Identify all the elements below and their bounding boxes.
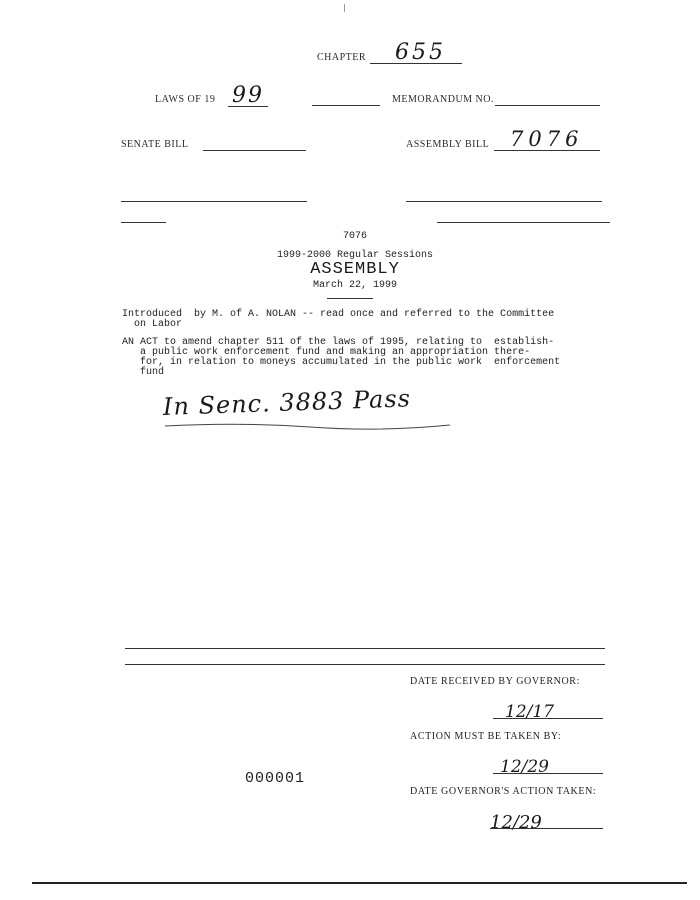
chapter-number: 655 bbox=[395, 40, 446, 65]
lower-rule-1 bbox=[125, 648, 605, 649]
act-line-1: AN ACT to amend chapter 511 of the laws of 1995, relating to establish- bbox=[122, 337, 555, 348]
assembly-bill-label: ASSEMBLY BILL bbox=[406, 139, 490, 150]
date-received-value: 12/17 bbox=[505, 702, 554, 722]
introduced-paragraph bbox=[122, 310, 554, 330]
memorandum-label: MEMORANDUM NO. bbox=[392, 94, 495, 105]
handwritten-senate-note: In Senc. 3883 Pass bbox=[162, 384, 412, 421]
act-line-2: a public work enforcement fund and making an appropriation there- bbox=[122, 347, 531, 358]
introduced-line-1: Introduced by M. of A. NOLAN -- read once and referred to the Committee bbox=[122, 309, 555, 320]
action-by-label: ACTION MUST BE TAKEN BY: bbox=[410, 731, 562, 742]
page-number: 000001 bbox=[245, 770, 306, 787]
senate-bill-label: SENATE BILL bbox=[121, 139, 189, 150]
laws-blank-rule bbox=[312, 105, 380, 106]
blank-rule-right-2 bbox=[437, 222, 610, 223]
act-line-4: fund bbox=[122, 367, 165, 378]
bill-header-block bbox=[250, 229, 460, 291]
laws-of-label: LAWS OF 19 bbox=[155, 94, 216, 105]
chapter-rule bbox=[370, 63, 462, 64]
action-taken-rule bbox=[490, 828, 603, 829]
date-underline bbox=[327, 298, 373, 299]
act-paragraph bbox=[122, 338, 560, 378]
action-taken-label: DATE GOVERNOR'S ACTION TAKEN: bbox=[410, 786, 597, 797]
top-tick-mark bbox=[344, 4, 345, 12]
chapter-label: CHAPTER bbox=[317, 52, 367, 63]
blank-rule-left bbox=[121, 201, 307, 202]
assembly-bill-number: 7076 bbox=[510, 127, 584, 151]
laws-year: 99 bbox=[232, 83, 264, 108]
house-title: ASSEMBLY bbox=[310, 260, 400, 279]
bottom-scan-rule bbox=[32, 882, 687, 884]
introduced-line-2: on Labor bbox=[122, 319, 183, 330]
blank-rule-left-2 bbox=[121, 222, 166, 223]
memorandum-rule bbox=[495, 105, 600, 106]
laws-year-rule bbox=[228, 106, 268, 107]
date-received-rule bbox=[493, 718, 603, 719]
bill-number: 7076 bbox=[342, 231, 367, 242]
blank-rule-right bbox=[406, 201, 602, 202]
date-received-label: DATE RECEIVED BY GOVERNOR: bbox=[410, 676, 580, 687]
handwritten-underline-flourish bbox=[160, 420, 460, 432]
session-text: 1999-2000 Regular Sessions bbox=[276, 250, 434, 261]
assembly-bill-rule bbox=[494, 150, 600, 151]
act-line-3: for, in relation to moneys accumulated in the public work enforcement bbox=[122, 357, 561, 368]
bill-date: March 22, 1999 bbox=[312, 280, 397, 291]
lower-rule-2 bbox=[125, 664, 605, 665]
action-by-rule bbox=[493, 773, 603, 774]
action-taken-value: 12/29 bbox=[490, 812, 542, 833]
action-by-value: 12/29 bbox=[500, 757, 549, 777]
senate-bill-rule bbox=[203, 150, 306, 151]
